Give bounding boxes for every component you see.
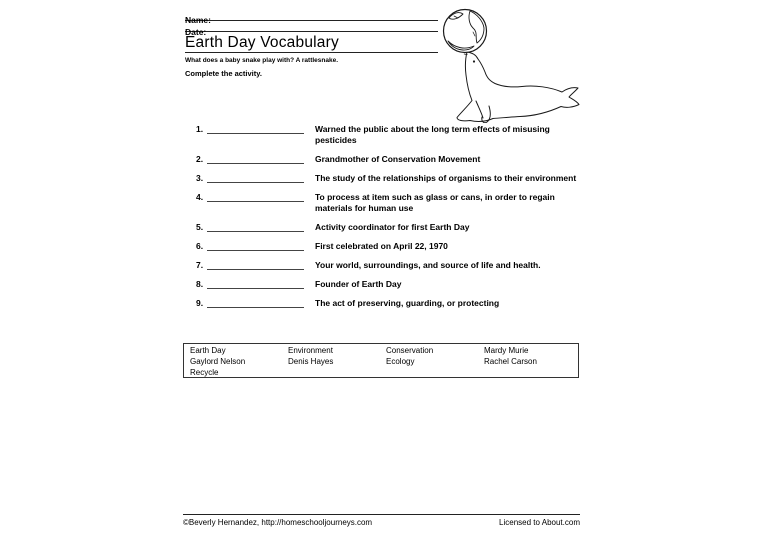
list-item	[196, 173, 580, 184]
seal-eye	[473, 60, 475, 62]
word-bank-word: Denis Hayes	[288, 357, 334, 366]
word-bank-word: Gaylord Nelson	[190, 357, 246, 366]
word-bank-column	[190, 345, 288, 377]
answer-blank[interactable]	[207, 222, 304, 232]
item-number: 4.	[196, 192, 204, 202]
answer-blank[interactable]	[207, 279, 304, 289]
item-number: 6.	[196, 241, 204, 251]
worksheet-footer	[183, 514, 580, 527]
answer-blank[interactable]	[207, 298, 304, 308]
worksheet-header	[185, 10, 438, 78]
page-title: Earth Day Vocabulary	[185, 32, 438, 53]
word-bank-column	[288, 345, 386, 377]
item-number: 5.	[196, 222, 204, 232]
date-field-line[interactable]	[185, 22, 438, 37]
list-item	[196, 298, 580, 309]
item-definition: Founder of Earth Day	[315, 279, 402, 289]
item-number: 2.	[196, 154, 204, 164]
list-item	[196, 260, 580, 271]
item-definition: First celebrated on April 22, 1970	[315, 241, 448, 251]
list-item	[196, 279, 580, 290]
item-definition: Activity coordinator for first Earth Day	[315, 222, 470, 232]
answer-blank[interactable]	[207, 192, 304, 202]
seal-body	[457, 52, 579, 122]
word-bank-word: Mardy Murie	[484, 346, 529, 355]
item-number: 3.	[196, 173, 204, 183]
answer-blank[interactable]	[207, 173, 304, 183]
word-bank-word: Rachel Carson	[484, 357, 537, 366]
item-definition: To process at item such as glass or cans, in order to regain materials for human use	[315, 192, 555, 213]
date-label: Date:	[185, 26, 207, 37]
globe-outline	[444, 10, 487, 53]
word-bank-box	[183, 343, 579, 378]
answer-blank[interactable]	[207, 154, 304, 164]
list-item	[196, 192, 580, 214]
item-definition: The act of preserving, guarding, or protecting	[315, 298, 500, 308]
list-item	[196, 241, 580, 252]
word-bank-column	[484, 345, 537, 377]
item-definition: Your world, surroundings, and source of life and health.	[315, 260, 541, 270]
word-bank-word: Earth Day	[190, 346, 226, 355]
word-bank-word: Environment	[288, 346, 333, 355]
joke-text: What does a baby snake play with? A rattlesnake.	[185, 57, 339, 64]
seal-globe-illustration	[440, 5, 587, 123]
license-text: Licensed to About.com	[499, 517, 580, 527]
list-item	[196, 222, 580, 233]
word-bank-word: Conservation	[386, 346, 434, 355]
item-definition: Warned the public about the long term effects of misusing pesticides	[315, 124, 550, 145]
word-bank-column	[386, 345, 484, 377]
word-bank-word: Recycle	[190, 368, 219, 377]
name-field-line[interactable]	[185, 10, 438, 25]
answer-blank[interactable]	[207, 260, 304, 270]
item-definition: The study of the relationships of organisms to their environment	[315, 173, 577, 183]
name-label: Name:	[185, 15, 211, 25]
activity-list	[196, 124, 580, 317]
list-item	[196, 124, 580, 146]
copyright-credit: ©Beverly Hernandez, http://homeschooljourneys.com	[183, 517, 373, 527]
word-bank-word: Ecology	[386, 357, 415, 366]
answer-blank[interactable]	[207, 124, 304, 134]
answer-blank[interactable]	[207, 241, 304, 251]
item-definition: Grandmother of Conservation Movement	[315, 154, 481, 164]
item-number: 8.	[196, 279, 204, 289]
instruction-text: Complete the activity.	[185, 69, 262, 78]
item-number: 7.	[196, 260, 204, 270]
list-item	[196, 154, 580, 165]
item-number: 1.	[196, 124, 204, 134]
item-number: 9.	[196, 298, 204, 308]
